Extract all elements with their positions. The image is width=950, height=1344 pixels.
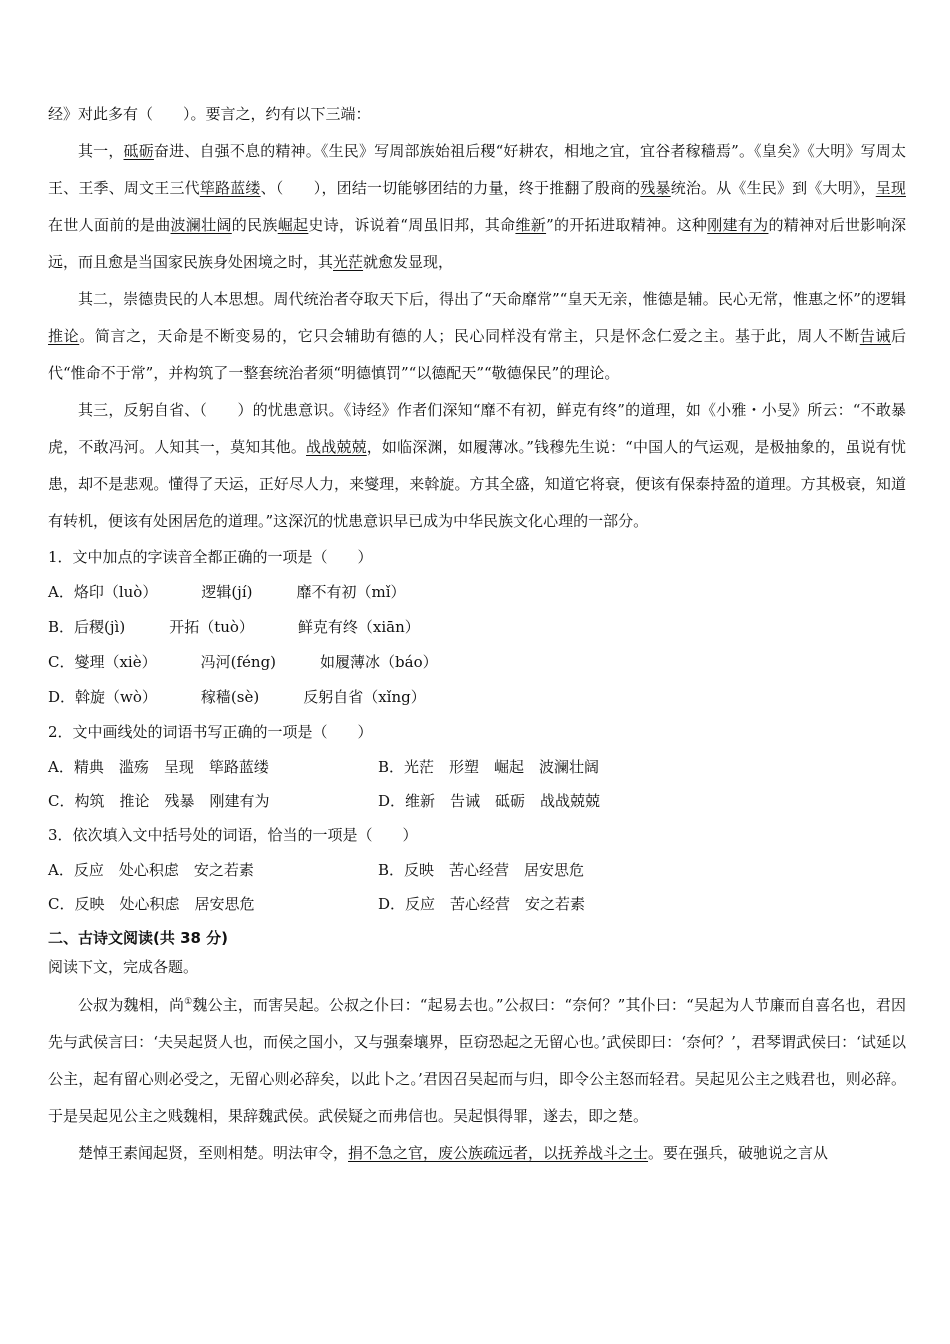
question-2-option-a[interactable]: A．精典 滥殇 呈现 筚路蓝缕 — [48, 758, 269, 776]
question-3-option-c[interactable]: C．反映 处心积虑 居安思危 — [48, 895, 255, 913]
question-3-stem: 3．依次填入文中括号处的词语，恰当的一项是（ ） — [48, 826, 418, 844]
passage-2-paragraph-2: 楚悼王素闻起贤，至则相楚。明法审令，捐不急之官，废公族疏远者，以抚养战斗之士。要在强兵，破驰说之言从 — [78, 1144, 829, 1162]
question-3 — [48, 818, 906, 921]
question-1-option-d[interactable]: D．斡旋（wò） 稼穑(sè) 反躬自省（xǐng） — [48, 688, 426, 706]
question-2-row-2 — [48, 784, 906, 818]
question-2-stem: 2．文中画线处的词语书写正确的一项是（ ） — [48, 723, 373, 741]
passage-1-paragraph-3: 其三，反躬自省、（ ）的忧患意识。《诗经》作者们深知“靡不有初，鲜克有终”的道理，如《小雅・小旻》所云：“不敢暴虎，不敢冯河。人知其一，莫知其他。战战兢兢，如临深渊，如履薄冰。”钱穆先生说：“中国人的气运观，是极抽象的，虽说有忧患，却不是悲观。懂得了天运，正好尽人力，来燮理，来斡旋。方其全盛，知道它将衰，便该有保泰持盈的道理。方其极衰，知道有转机，便该有处困居危的道理。”这深沉的忧患意识早已成为中华民族文化心理的一部分。 — [48, 401, 906, 530]
underlined-sentence: 捐不急之官，废公族疏远者，以抚养战斗之士 — [348, 1144, 649, 1162]
question-2-row-1 — [48, 750, 906, 784]
question-3-row-2 — [48, 887, 906, 921]
question-3-option-d[interactable]: D．反应 苦心经营 安之若素 — [378, 895, 586, 913]
passage-2 — [48, 987, 906, 1172]
passage-1-paragraph-0: 经》对此多有（ ）。要言之，约有以下三端： — [48, 105, 371, 123]
question-1-option-a[interactable]: A．烙印（luò） 逻辑(jí) 靡不有初（mǐ） — [48, 583, 406, 601]
question-2-option-b[interactable]: B．光茫 形塑 崛起 波澜壮阔 — [378, 758, 600, 776]
exam-page — [48, 96, 906, 1172]
passage-1-paragraph-1: 其一，砥砺奋进、自强不息的精神。《生民》写周部族始祖后稷“好耕农，相地之宜，宜谷者稼穑焉”。《皇矣》《大明》写周太王、王季、周文王三代筚路蓝缕、（ ），团结一切能够团结的力量，终于推翻了殷商的残暴统治。从《生民》到《大明》，呈现在世人面前的是曲波澜壮阔的民族崛起史诗，诉说着“周虽旧邦，其命维新”的开拓进取精神。这种刚建有为的精神对后世影响深远，而且愈是当国家民族身处困境之时，其光茫就愈发显现， — [48, 142, 906, 271]
passage-2-paragraph-1: 公叔为魏相，尚①魏公主，而害吴起。公叔之仆曰：“起易去也。”公叔曰：“奈何？”其仆曰：“吴起为人节廉而自喜名也，君因先与武侯言曰：‘夫吴起贤人也，而侯之国小，又与强秦壤界，臣窃恐起之无留心也。’武侯即曰：‘奈何？’，君琴谓武侯曰：‘试延以公主，起有留心则必受之，无留心则必辞矣，以此卜之。’君因召吴起而与归，即令公主怒而轻君。吴起见公主之贱君也，则必辞。于是吴起见公主之贱魏相，果辞魏武侯。武侯疑之而弗信也。吴起惧得罪，遂去，即之楚。 — [48, 996, 906, 1125]
passage-1-paragraph-2: 其二，崇德贵民的人本思想。周代统治者夺取天下后，得出了“天命靡常”“皇天无亲，惟德是辅。民心无常，惟惠之怀”的逻辑推论。简言之，天命是不断变易的，它只会辅助有德的人；民心同样没有常主，只是怀念仁爱之主。基于此，周人不断告诫后代“惟命不于常”，并构筑了一整套统治者须“明德慎罚”“以德配天”“敬德保民”的理论。 — [48, 290, 906, 382]
question-1-stem: 1．文中加点的字读音全都正确的一项是（ ） — [48, 548, 373, 566]
question-1-option-b[interactable]: B．后稷(jì) 开拓（tuò） 鲜克有终（xiān） — [48, 618, 420, 636]
question-3-row-1 — [48, 853, 906, 887]
passage-1 — [48, 96, 906, 540]
question-3-option-b[interactable]: B．反映 苦心经营 居安思危 — [378, 861, 585, 879]
section-2-intro: 阅读下文，完成各题。 — [48, 958, 199, 976]
question-2-option-c[interactable]: C．构筑 推论 残暴 刚建有为 — [48, 792, 270, 810]
question-1-option-c[interactable]: C．燮理（xiè） 冯河(féng) 如履薄冰（báo） — [48, 653, 438, 671]
question-2 — [48, 715, 906, 818]
footnote-marker: ① — [184, 997, 193, 1007]
question-3-option-a[interactable]: A．反应 处心积虑 安之若素 — [48, 861, 254, 879]
question-2-option-d[interactable]: D．维新 告诫 砥砺 战战兢兢 — [378, 792, 601, 810]
section-2-title: 二、古诗文阅读(共 38 分) — [48, 929, 229, 947]
question-1 — [48, 540, 906, 715]
